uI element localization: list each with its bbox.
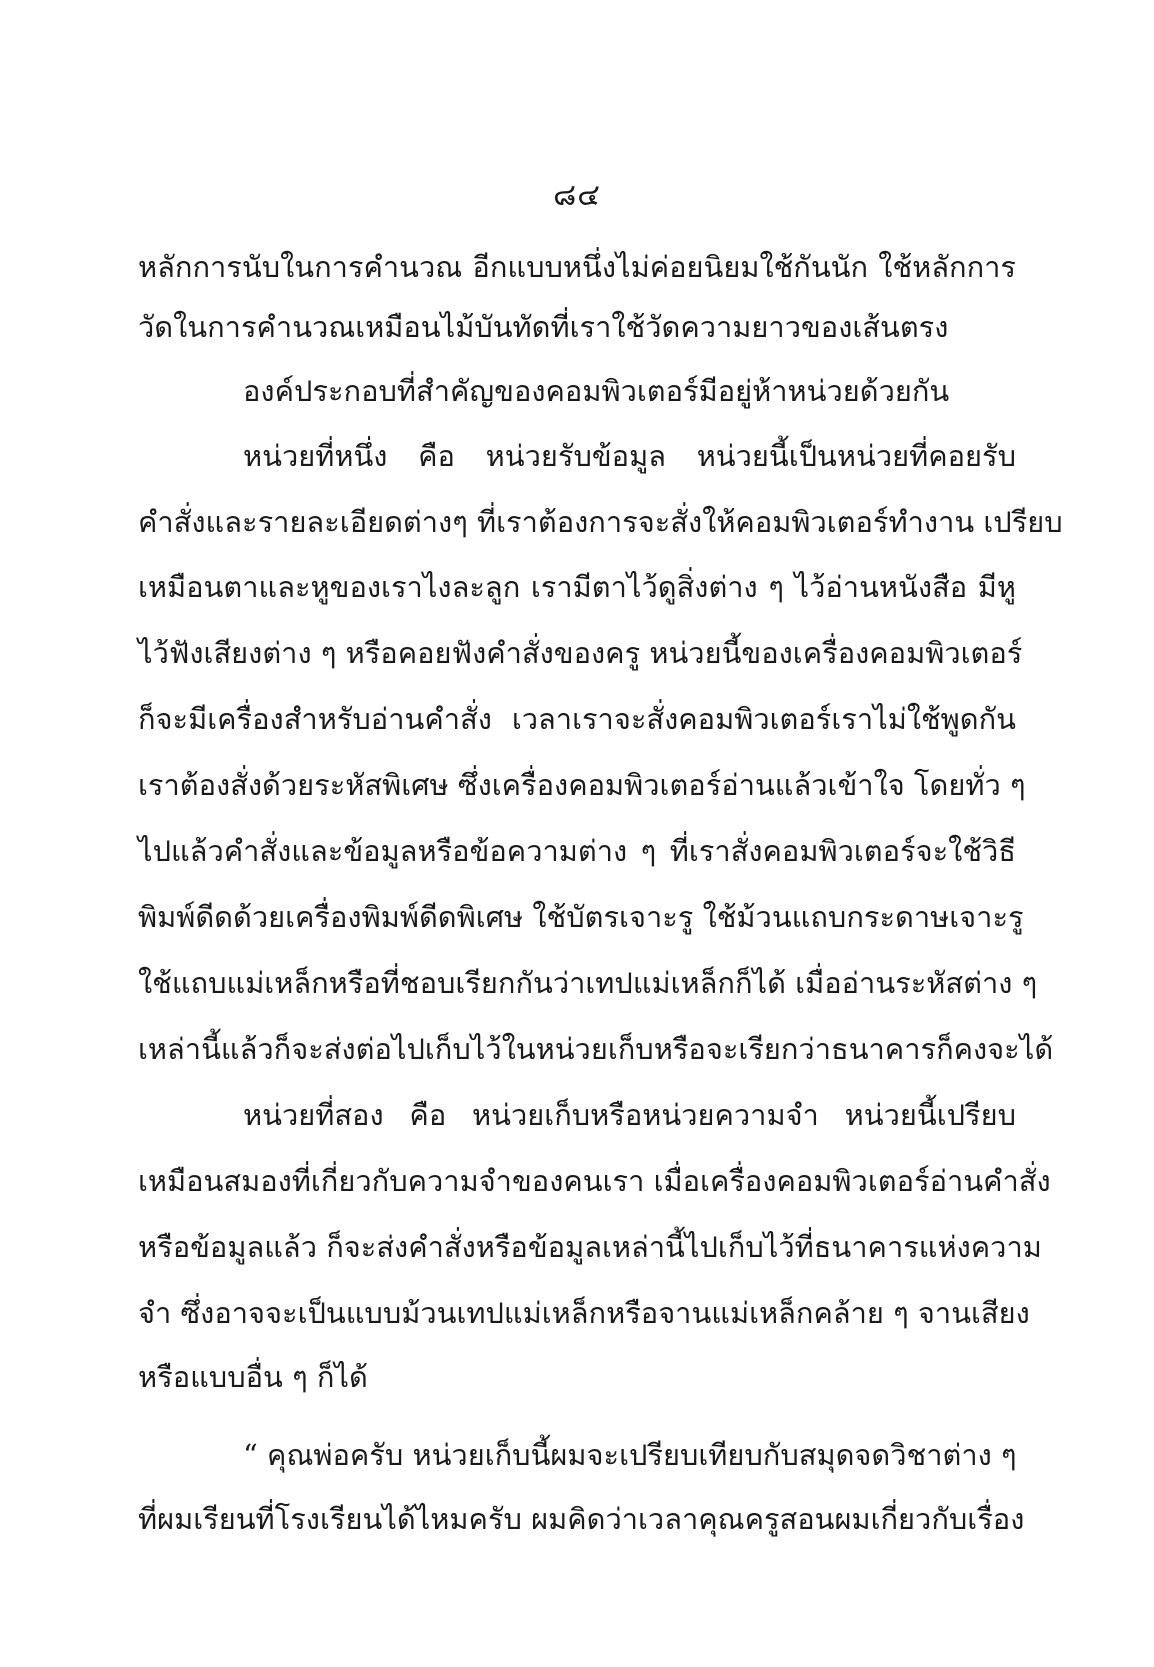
text-line: เหมือนตาและหูของเราไงละลูก เรามีตาไว้ดูสิ่งต่าง ๆ ไว้อ่านหนังสือ มีหู xyxy=(138,570,1016,604)
text-line: องค์ประกอบที่สำคัญของคอมพิวเตอร์มีอยู่ห้าหน่วยด้วยกัน xyxy=(243,374,950,408)
text-line: ที่ผมเรียนที่โรงเรียนได้ไหมครับ ผมคิดว่าเวลาคุณครูสอนผมเกี่ยวกับเรื่อง xyxy=(138,1502,1025,1536)
text-line: ใช้แถบแม่เหล็กหรือที่ชอบเรียกกันว่าเทปแม่เหล็กก็ได้ เมื่ออ่านระหัสต่าง ๆ xyxy=(138,966,1038,1000)
text-line: เราต้องสั่งด้วยระหัสพิเศษ ซึ่งเครื่องคอมพิวเตอร์อ่านแล้วเข้าใจ โดยทั่ว ๆ xyxy=(138,768,1026,802)
text-line: พิมพ์ดีดด้วยเครื่องพิมพ์ดีดพิเศษ ใช้บัตรเจาะรู ใช้ม้วนแถบกระดาษเจาะรู xyxy=(138,900,1024,934)
text-line: ไปแล้วคำสั่งและข้อมูลหรือข้อความต่าง ๆ ที่เราสั่งคอมพิวเตอร์จะใช้วิธี xyxy=(138,834,1016,868)
text-line: เหมือนสมองที่เกี่ยวกับความจำของคนเรา เมื่อเครื่องคอมพิวเตอร์อ่านคำสั่ง xyxy=(138,1164,1051,1198)
text-line: หรือแบบอื่น ๆ ก็ได้ xyxy=(138,1360,368,1394)
text-line: หน่วยที่สอง คือ หน่วยเก็บหรือหน่วยความจำ หน่วยนี้เปรียบ xyxy=(243,1098,1016,1132)
text-line: หน่วยที่หนึ่ง คือ หน่วยรับข้อมูล หน่วยนี้เป็นหน่วยที่คอยรับ xyxy=(243,439,1016,473)
text-line: ไว้ฟังเสียงต่าง ๆ หรือคอยฟังคำสั่งของครู หน่วยนี้ของเครื่องคอมพิวเตอร์ xyxy=(138,636,1023,670)
text-line: หรือข้อมูลแล้ว ก็จะส่งคำสั่งหรือข้อมูลเหล่านี้ไปเก็บไว้ที่ธนาคารแห่งความ xyxy=(138,1230,1042,1264)
text-line: หลักการนับในการคำนวณ อีกแบบหนึ่งไม่ค่อยนิยมใช้กันนัก ใช้หลักการ xyxy=(138,250,1016,284)
text-line: เหล่านี้แล้วก็จะส่งต่อไปเก็บไว้ในหน่วยเก็บหรือจะเรียกว่าธนาคารก็คงจะได้ xyxy=(138,1032,1054,1066)
text-line: จำ ซึ่งอาจจะเป็นแบบม้วนเทปแม่เหล็กหรือจานแม่เหล็กคล้าย ๆ จานเสียง xyxy=(138,1296,1030,1330)
page-number: ๘๔ xyxy=(553,178,601,213)
text-line: “ คุณพ่อครับ หน่วยเก็บนี้ผมจะเปรียบเทียบกับสมุดจดวิชาต่าง ๆ xyxy=(243,1438,1017,1472)
text-line: คำสั่งและรายละเอียดต่างๆ ที่เราต้องการจะสั่งให้คอมพิวเตอร์ทำงาน เปรียบ xyxy=(138,505,1063,539)
text-line: วัดในการคำนวณเหมือนไม้บันทัดที่เราใช้วัดความยาวของเส้นตรง xyxy=(138,310,949,344)
text-line: ก็จะมีเครื่องสำหรับอ่านคำสั่ง เวลาเราจะสั่งคอมพิวเตอร์เราไม่ใช้พูดกัน xyxy=(138,702,1016,736)
